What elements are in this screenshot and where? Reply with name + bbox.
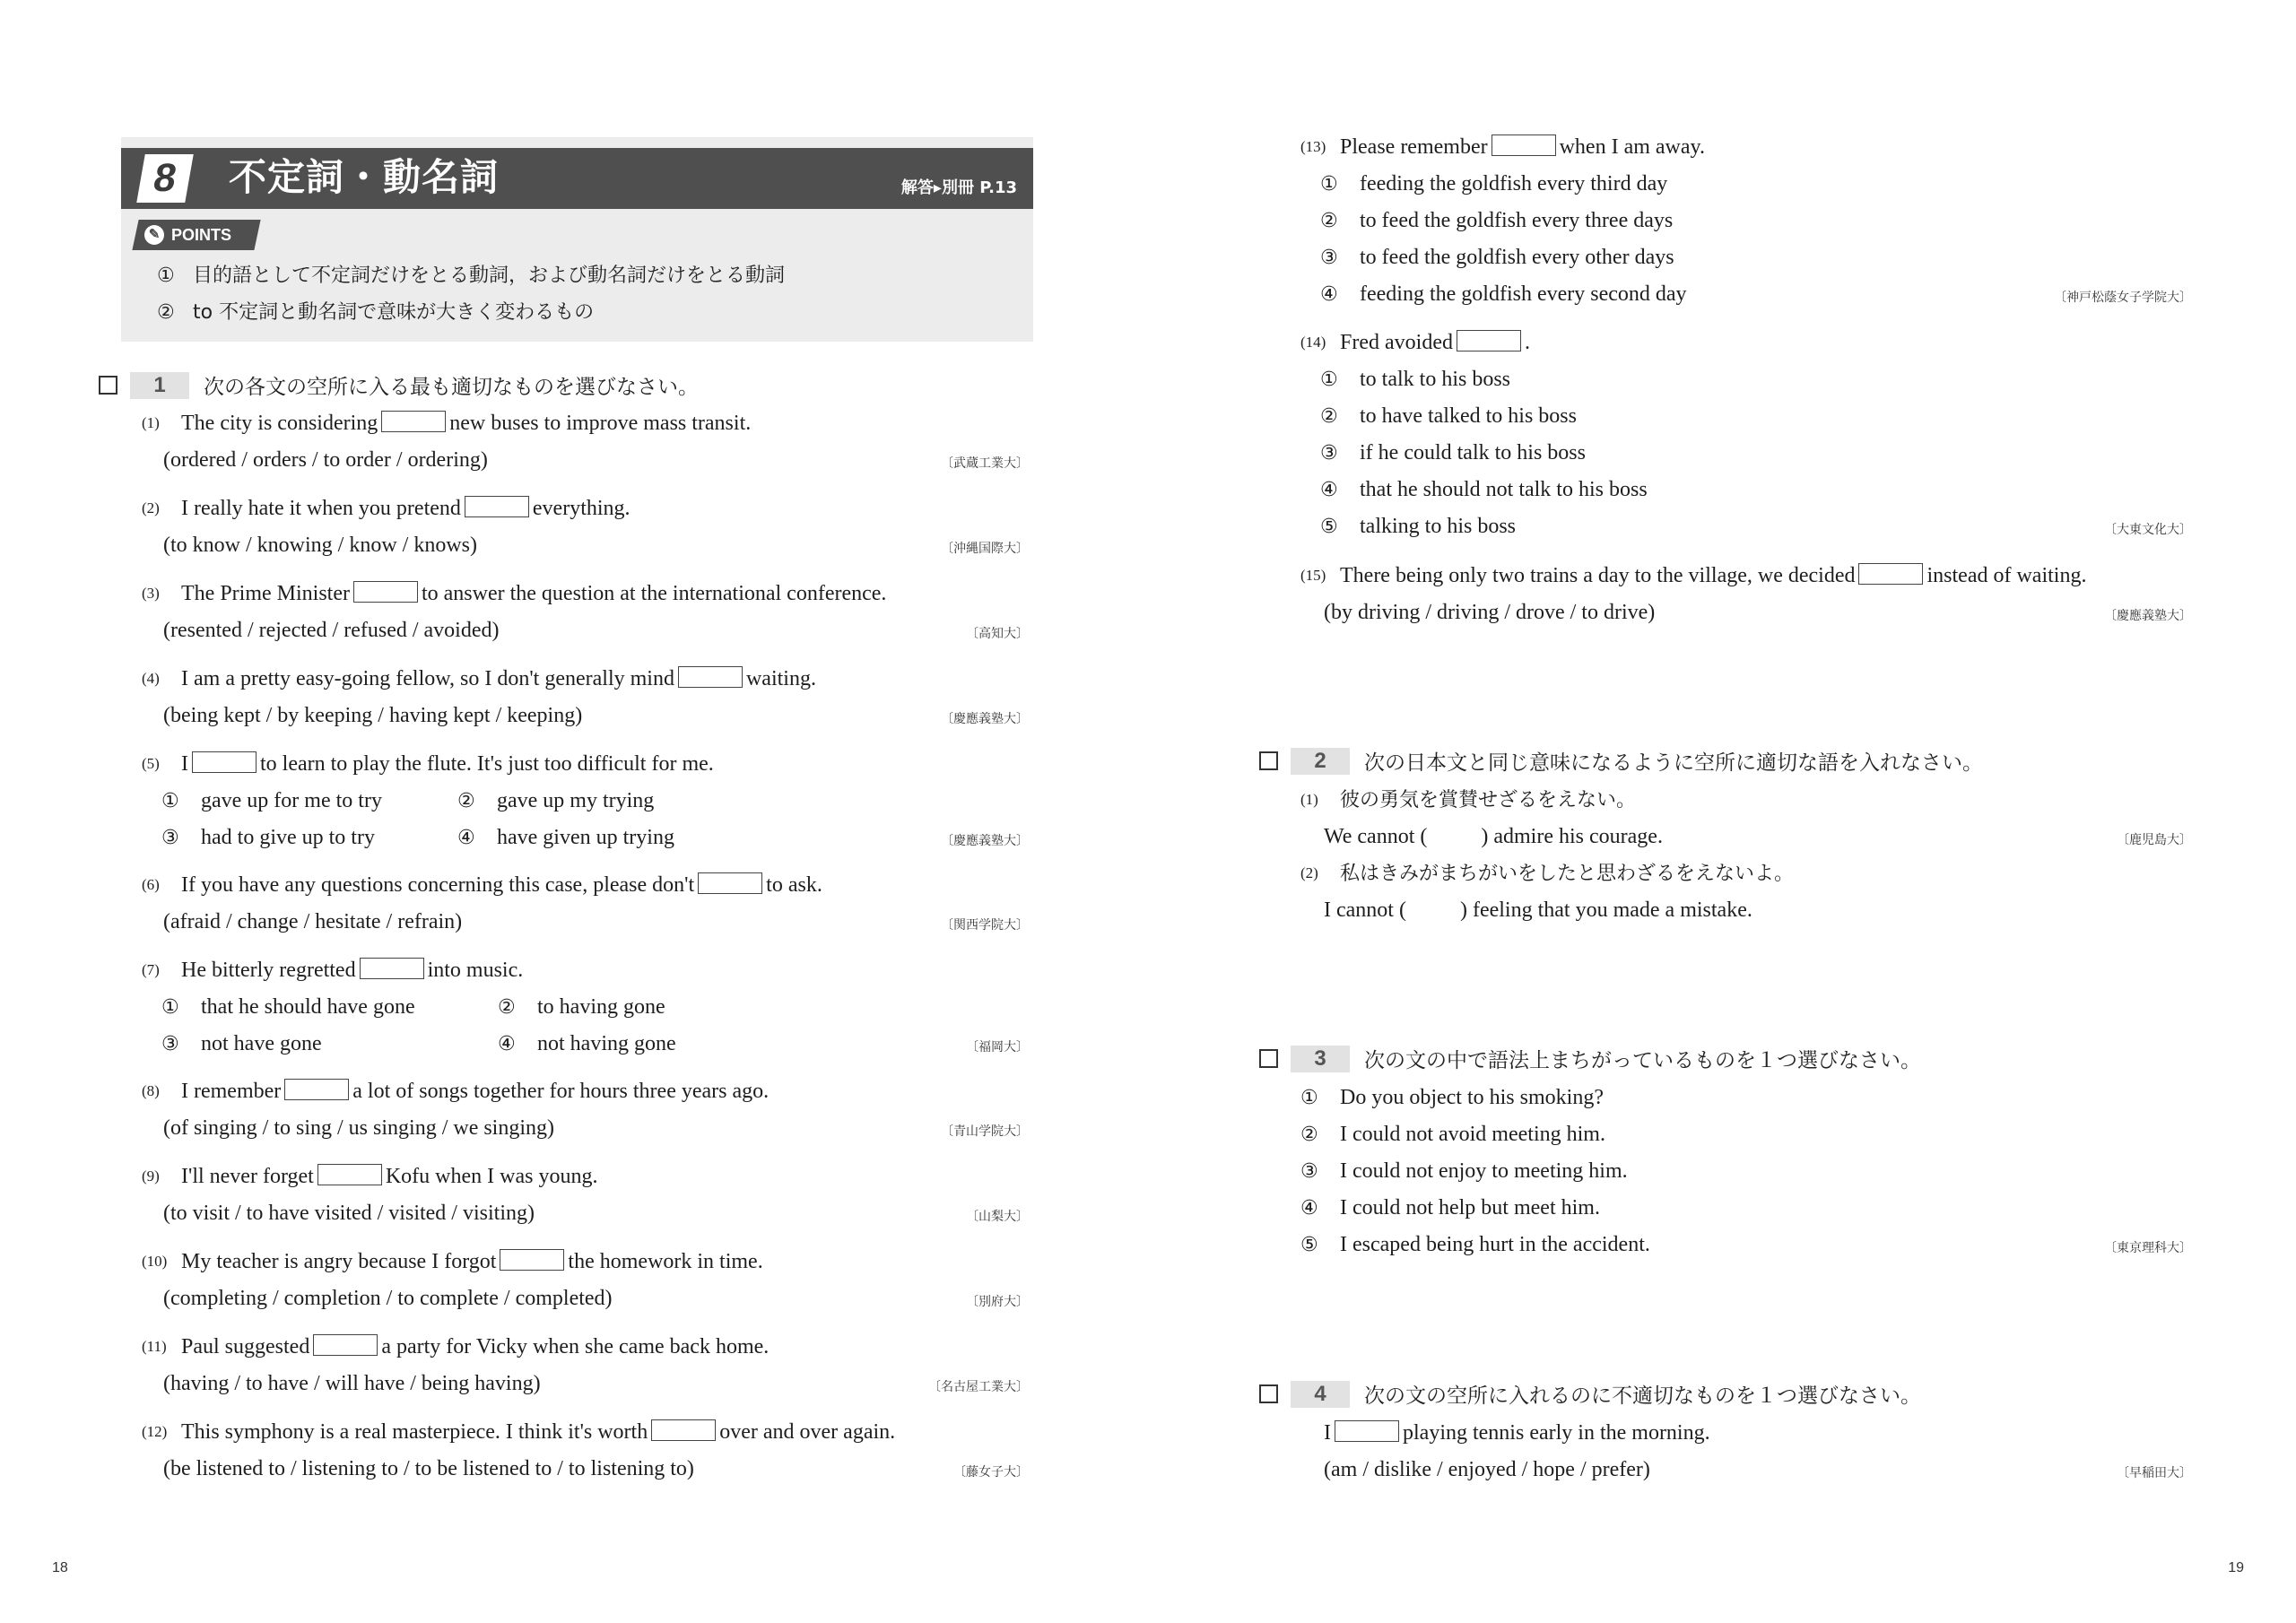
choice-item: ④ not having gone bbox=[498, 1032, 676, 1055]
chapter-header bbox=[121, 148, 1033, 209]
question-13: (13) Please remember when I am away. bbox=[1300, 135, 1705, 159]
section-instruction: 次の文の空所に入れるのに不適切なものを１つ選びなさい。 bbox=[1364, 1384, 1921, 1408]
answer-blank[interactable] bbox=[284, 1079, 349, 1100]
chapter-number: 8 bbox=[136, 154, 194, 203]
answer-blank[interactable] bbox=[353, 581, 418, 603]
section-1-checkbox[interactable] bbox=[99, 376, 117, 395]
choice-item: ② I could not avoid meeting him. bbox=[1300, 1123, 1605, 1146]
answer-blank[interactable] bbox=[381, 411, 446, 432]
answer-blank[interactable] bbox=[360, 958, 424, 979]
right-page bbox=[1148, 0, 2296, 1623]
answer-blank[interactable] bbox=[192, 751, 257, 773]
section-instruction: 次の文の中で語法上まちがっているものを１つ選びなさい。 bbox=[1364, 1049, 1921, 1072]
question-4-options: (being kept / by keeping / having kept / keeping) bbox=[163, 704, 583, 727]
answer-blank[interactable] bbox=[313, 1334, 378, 1356]
question-5-source: 〔慶應義塾大〕 bbox=[941, 834, 1029, 848]
choice-item: ② to feed the goldfish every three days bbox=[1320, 209, 1674, 232]
question-15-options: (by driving / driving / drove / to drive) bbox=[1324, 601, 1656, 624]
question-14-source: 〔大東文化大〕 bbox=[2104, 523, 2192, 537]
section-3-source: 〔東京理科大〕 bbox=[2104, 1241, 2192, 1255]
choice-item: ④ feeding the goldfish every second day bbox=[1320, 282, 1687, 306]
question-15: (15) There being only two trains a day to the village, we decided instead of waiting. bbox=[1300, 564, 2087, 587]
choice-item: ① feeding the goldfish every third day bbox=[1320, 172, 1668, 195]
page-number-left: 18 bbox=[52, 1560, 68, 1575]
section-2-question-2-jp: (2) 私はきみがまちがいをしたと思わざるをえないよ。 bbox=[1300, 863, 1795, 885]
section-4-source: 〔早稲田大〕 bbox=[2117, 1466, 2192, 1480]
choice-item: ③ to feed the goldfish every other days bbox=[1320, 246, 1674, 269]
question-6: (6) If you have any questions concerning this case, please don't to ask. bbox=[142, 873, 822, 897]
question-14: (14) Fred avoided . bbox=[1300, 331, 1530, 354]
question-3: (3) The Prime Minister to answer the question at the international conference. bbox=[142, 582, 887, 605]
section-2-question-1-jp: (1) 彼の勇気を賞賛せざるをえない。 bbox=[1300, 789, 1637, 812]
point-item: ① 目的語として不定詞だけをとる動詞，および動名詞だけをとる動詞 bbox=[157, 265, 786, 287]
section-4-checkbox[interactable] bbox=[1259, 1384, 1278, 1403]
question-10-options: (completing / completion / to complete / completed) bbox=[163, 1287, 613, 1310]
question-4: (4) I am a pretty easy-going fellow, so I don't generally mind waiting. bbox=[142, 667, 816, 690]
choice-item: ③ not have gone bbox=[161, 1032, 322, 1055]
answer-blank[interactable] bbox=[1335, 1420, 1399, 1442]
section-2-question-2: I cannot ( ) feeling that you made a mistake. bbox=[1324, 898, 1752, 922]
section-2-checkbox[interactable] bbox=[1259, 751, 1278, 770]
pencil-icon: ✎ bbox=[144, 225, 164, 245]
question-12-source: 〔藤女子大〕 bbox=[953, 1465, 1029, 1480]
question-12: (12) This symphony is a real masterpiece. I think it's worth over and over again. bbox=[142, 1420, 896, 1444]
answer-blank[interactable] bbox=[1858, 563, 1923, 585]
question-10-source: 〔別府大〕 bbox=[966, 1295, 1029, 1309]
question-1: (1) The city is considering new buses to improve mass transit. bbox=[142, 412, 752, 435]
section-2-question-1-source: 〔鹿児島大〕 bbox=[2117, 833, 2192, 847]
question-3-options: (resented / rejected / refused / avoided) bbox=[163, 619, 500, 642]
question-6-options: (afraid / change / hesitate / refrain) bbox=[163, 910, 463, 933]
answer-blank[interactable] bbox=[678, 666, 743, 688]
point-item: ② to 不定詞と動名詞で意味が大きく変わるもの bbox=[157, 301, 595, 324]
question-8: (8) I remember a lot of songs together for hours three years ago. bbox=[142, 1080, 770, 1103]
points-tag bbox=[132, 220, 260, 250]
section-number: 3 bbox=[1291, 1046, 1350, 1072]
section-4-options: (am / dislike / enjoyed / hope / prefer) bbox=[1324, 1458, 1650, 1481]
choice-item: ① that he should have gone bbox=[161, 995, 415, 1019]
question-9-options: (to visit / to have visited / visited / visiting) bbox=[163, 1202, 535, 1225]
section-3-checkbox[interactable] bbox=[1259, 1049, 1278, 1068]
choice-item: ② to having gone bbox=[498, 995, 665, 1019]
answer-blank[interactable] bbox=[500, 1249, 564, 1271]
choice-item: ② to have talked to his boss bbox=[1320, 404, 1577, 428]
chapter-title: 不定詞・動名詞 bbox=[229, 155, 500, 199]
choice-item: ④ that he should not talk to his boss bbox=[1320, 478, 1648, 501]
section-number: 4 bbox=[1291, 1381, 1350, 1408]
question-1-options: (ordered / orders / to order / ordering) bbox=[163, 448, 488, 472]
question-11: (11) Paul suggested a party for Vicky when she came back home. bbox=[142, 1335, 770, 1358]
answer-blank[interactable] bbox=[317, 1164, 382, 1185]
answer-reference: 解答▸別冊 P.13 bbox=[900, 178, 1017, 197]
choice-item: ③ I could not enjoy to meeting him. bbox=[1300, 1159, 1628, 1183]
question-13-source: 〔神戸松蔭女子学院大〕 bbox=[2054, 291, 2192, 305]
choice-item: ② gave up my trying bbox=[457, 789, 655, 812]
section-instruction: 次の各文の空所に入る最も適切なものを選びなさい。 bbox=[204, 376, 699, 399]
question-10: (10) My teacher is angry because I forgot the homework in time. bbox=[142, 1250, 763, 1273]
chapter-banner bbox=[121, 137, 1033, 342]
question-7: (7) He bitterly regretted into music. bbox=[142, 959, 524, 982]
question-3-source: 〔高知大〕 bbox=[966, 627, 1029, 641]
section-number: 2 bbox=[1291, 748, 1350, 775]
choice-item: ④ I could not help but meet him. bbox=[1300, 1196, 1600, 1219]
section-number: 1 bbox=[130, 372, 189, 399]
section-4-heading bbox=[1259, 1379, 1921, 1409]
page-number-right: 19 bbox=[2228, 1560, 2244, 1575]
section-2-question-1: We cannot ( ) admire his courage. bbox=[1324, 825, 1663, 848]
question-15-source: 〔慶應義塾大〕 bbox=[2104, 609, 2192, 623]
section-4-question: I playing tennis early in the morning. bbox=[1324, 1421, 1710, 1445]
answer-blank[interactable] bbox=[1492, 135, 1556, 156]
choice-item: ④ have given up trying bbox=[457, 826, 674, 849]
choice-item: ⑤ talking to his boss bbox=[1320, 515, 1517, 538]
question-8-source: 〔青山学院大〕 bbox=[941, 1124, 1029, 1139]
question-11-source: 〔名古屋工業大〕 bbox=[928, 1380, 1029, 1394]
question-6-source: 〔関西学院大〕 bbox=[941, 918, 1029, 933]
points-label: POINTS bbox=[171, 225, 232, 244]
question-4-source: 〔慶應義塾大〕 bbox=[941, 712, 1029, 726]
section-1-heading bbox=[99, 370, 699, 400]
choice-item: ① gave up for me to try bbox=[161, 789, 382, 812]
choice-item: ⑤ I escaped being hurt in the accident. bbox=[1300, 1233, 1650, 1256]
question-11-options: (having / to have / will have / being having) bbox=[163, 1372, 541, 1395]
choice-item: ① Do you object to his smoking? bbox=[1300, 1086, 1604, 1109]
question-5: (5) I to learn to play the flute. It's just too difficult for me. bbox=[142, 752, 714, 776]
section-instruction: 次の日本文と同じ意味になるように空所に適切な語を入れなさい。 bbox=[1364, 751, 1983, 775]
answer-blank[interactable] bbox=[651, 1419, 716, 1441]
question-8-options: (of singing / to sing / us singing / we singing) bbox=[163, 1116, 555, 1140]
section-2-heading bbox=[1259, 746, 1983, 776]
choice-item: ① to talk to his boss bbox=[1320, 368, 1511, 391]
choice-item: ③ had to give up to try bbox=[161, 826, 375, 849]
answer-blank[interactable] bbox=[698, 872, 762, 894]
section-3-heading bbox=[1259, 1044, 1921, 1073]
question-1-source: 〔武蔵工業大〕 bbox=[941, 456, 1029, 471]
choice-item: ③ if he could talk to his boss bbox=[1320, 441, 1586, 464]
question-2-source: 〔沖縄国際大〕 bbox=[941, 542, 1029, 556]
question-2-options: (to know / knowing / know / knows) bbox=[163, 534, 477, 557]
question-7-source: 〔福岡大〕 bbox=[966, 1040, 1029, 1055]
answer-blank[interactable] bbox=[1457, 330, 1521, 352]
answer-blank[interactable] bbox=[465, 496, 529, 517]
question-12-options: (be listened to / listening to / to be listened to / to listening to) bbox=[163, 1457, 694, 1480]
question-2: (2) I really hate it when you pretend everything. bbox=[142, 497, 631, 520]
question-9-source: 〔山梨大〕 bbox=[966, 1210, 1029, 1224]
question-9: (9) I'll never forget Kofu when I was young. bbox=[142, 1165, 598, 1188]
